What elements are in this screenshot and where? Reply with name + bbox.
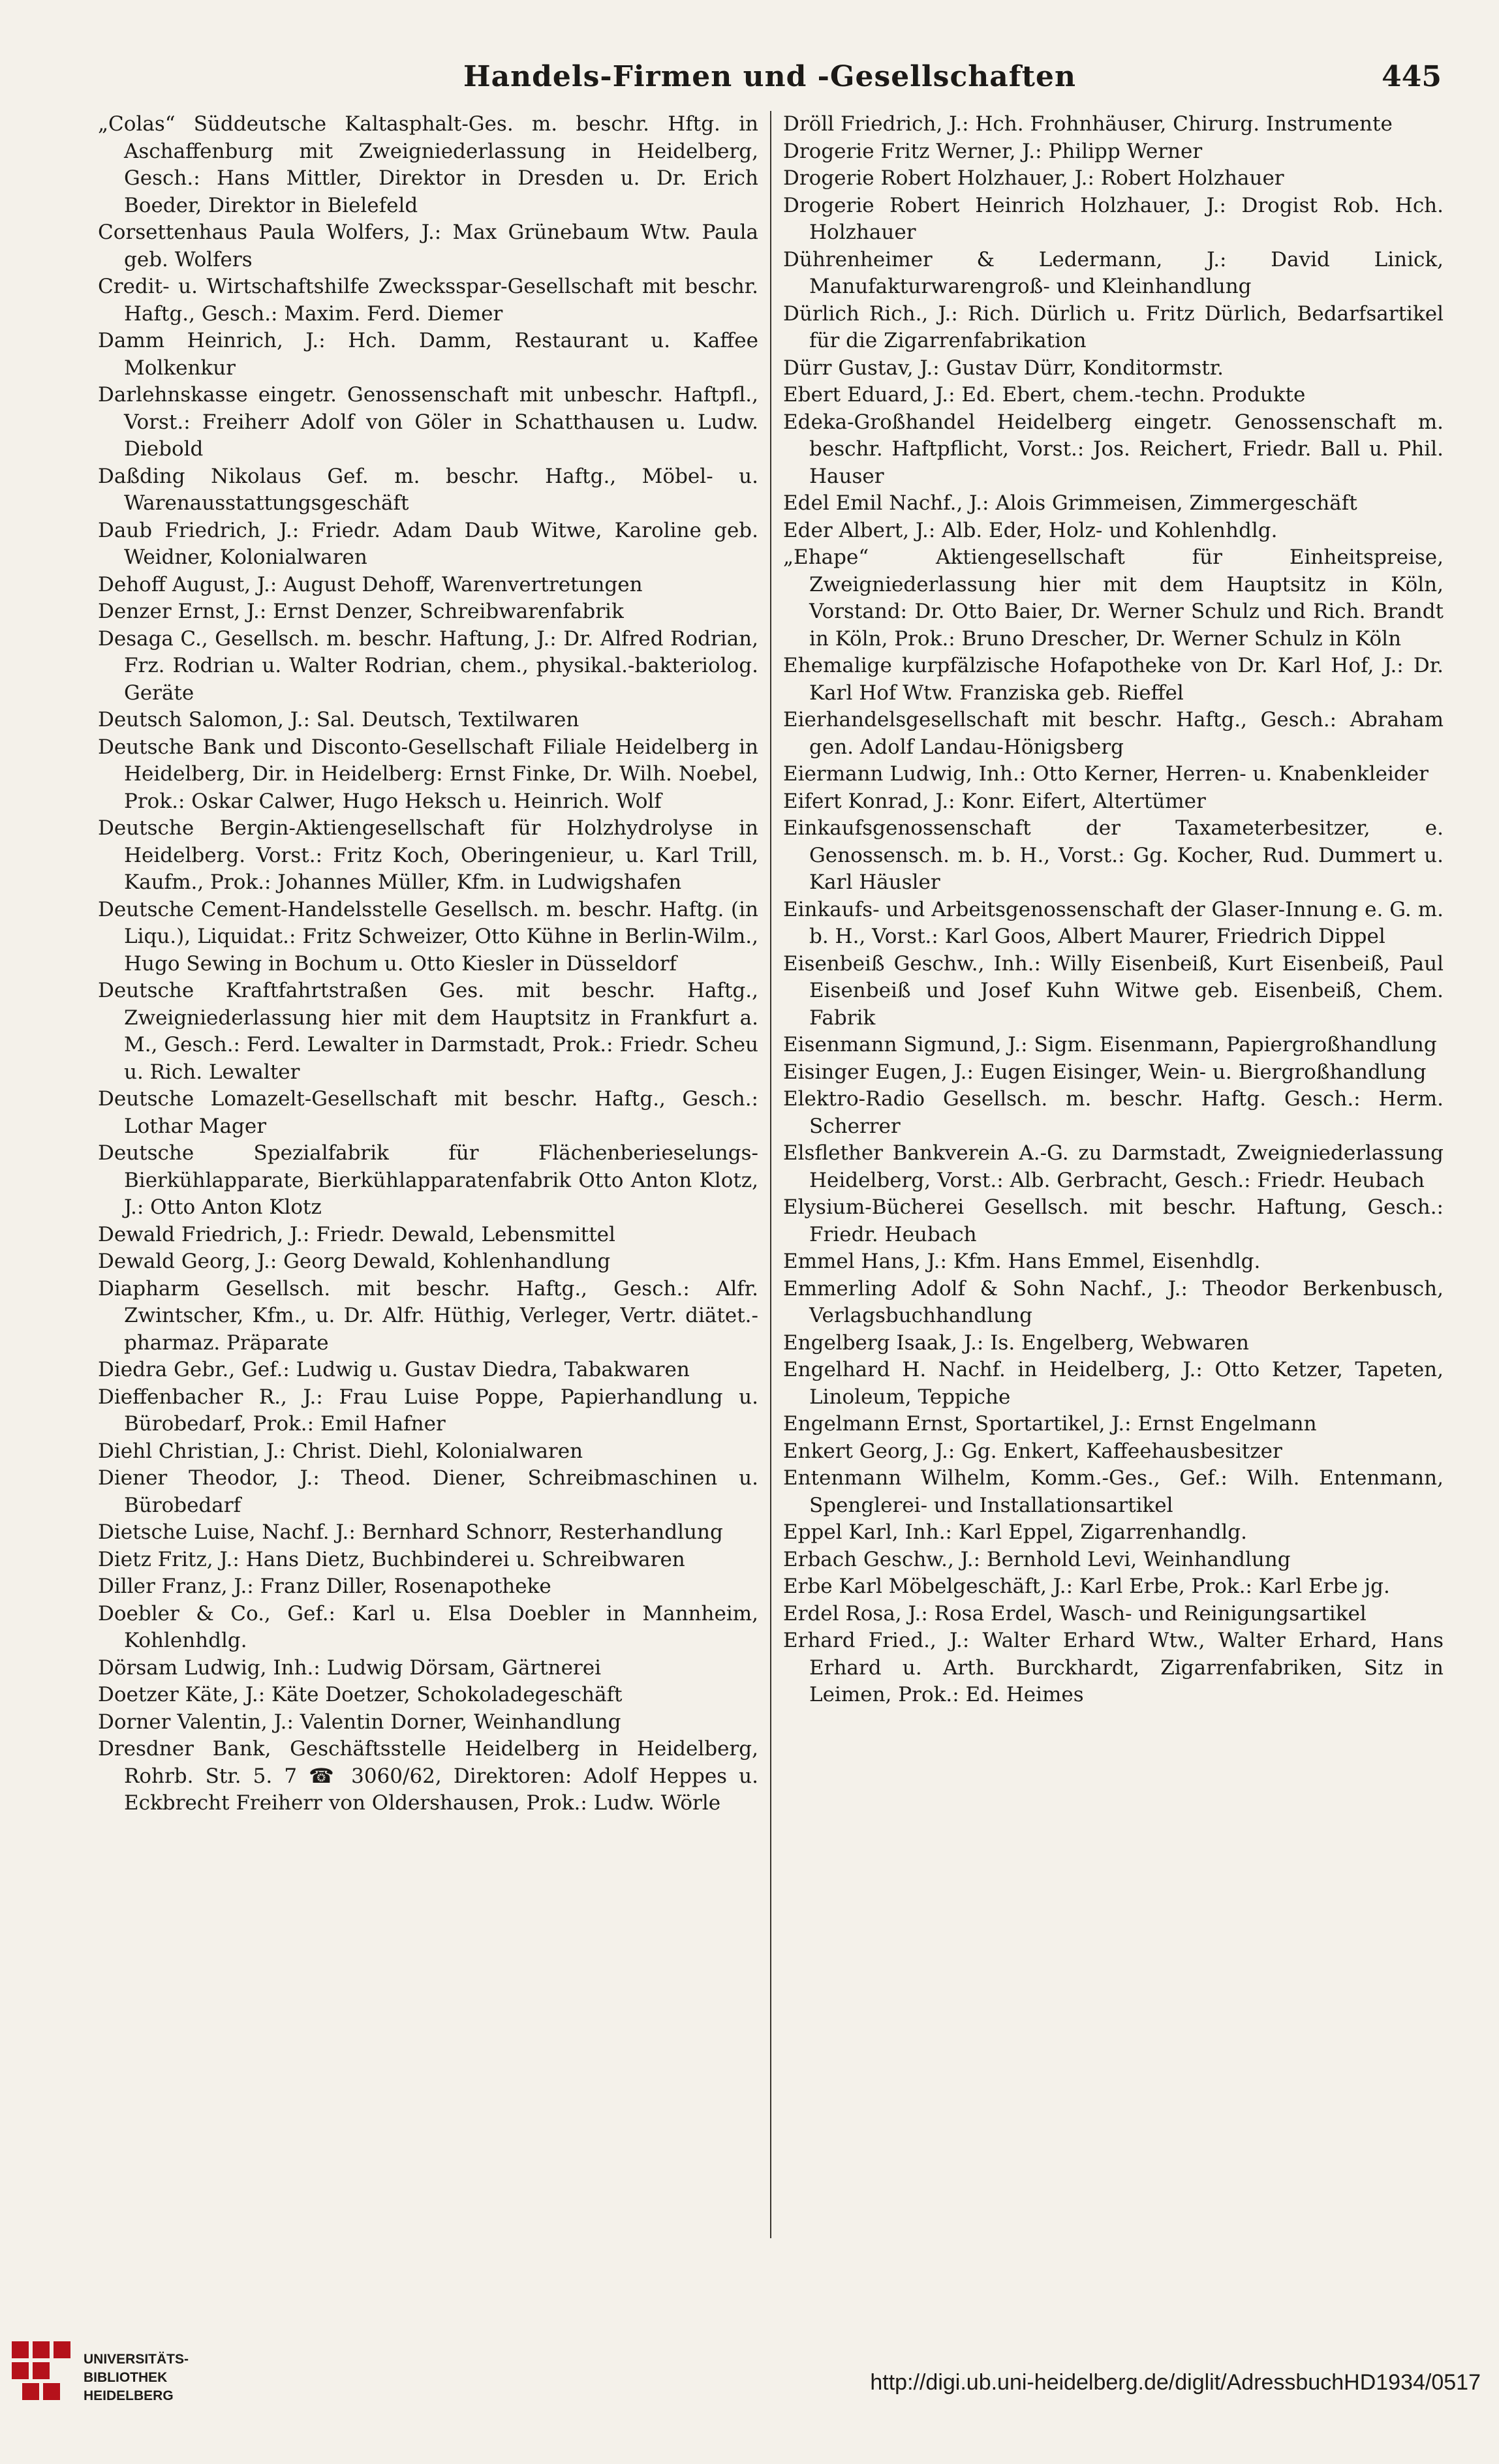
directory-entry: Deutsche Spezialfabrik für Flächenberieselungs-Bierkühlapparate, Bierkühlapparatenfabrik Otto Anton Klotz, J.: Otto Anton Klotz <box>98 1141 758 1219</box>
directory-entry: Deutsche Bank und Disconto-Gesellschaft Filiale Heidelberg in Heidelberg, Dir. in Heidelberg: Ernst Finke, Dr. Wilh. Noebel, Prok.: Oskar Calwer, Hugo Heksch u. Heinrich. Wolf <box>98 735 758 813</box>
directory-entry: Elektro-Radio Gesellsch. m. beschr. Haftg. Gesch.: Herm. Scherrer <box>783 1087 1444 1138</box>
directory-entry: Einkaufsgenossenschaft der Taxameterbesitzer, e. Genossensch. m. b. H., Vorst.: Gg. Kocher, Rud. Dummert u. Karl Häusler <box>783 816 1444 894</box>
directory-entry: Engelberg Isaak, J.: Is. Engelberg, Webwaren <box>783 1331 1249 1355</box>
directory-entry: Emmel Hans, J.: Kfm. Hans Emmel, Eisenhdlg. <box>783 1250 1261 1273</box>
directory-entry: Dürlich Rich., J.: Rich. Dürlich u. Fritz Dürlich, Bedarfsartikel für die Zigarrenfabrikation <box>783 301 1444 352</box>
directory-entry: Doebler & Co., Gef.: Karl u. Elsa Doebler in Mannheim, Kohlenhdlg. <box>98 1601 758 1652</box>
directory-entry: Engelhard H. Nachf. in Heidelberg, J.: Otto Ketzer, Tapeten, Linoleum, Teppiche <box>783 1358 1444 1409</box>
directory-entry: Erhard Fried., J.: Walter Erhard Wtw., Walter Erhard, Hans Erhard u. Arth. Burckhardt, Zigarrenfabriken, Sitz in Leimen, Prok.: Ed. Heimes <box>783 1629 1444 1706</box>
directory-entry: Ehemalige kurpfälzische Hofapotheke von Dr. Karl Hof, J.: Dr. Karl Hof Wtw. Franziska geb. Rieffel <box>783 654 1444 705</box>
directory-entry: Desaga C., Gesellsch. m. beschr. Haftung, J.: Dr. Alfred Rodrian, Frz. Rodrian u. Walter Rodrian, chem., physikal.-bakteriolog. Geräte <box>98 626 758 705</box>
directory-entry: Diedra Gebr., Gef.: Ludwig u. Gustav Diedra, Tabakwaren <box>98 1358 690 1381</box>
directory-entry: Eifert Konrad, J.: Konr. Eifert, Altertümer <box>783 789 1206 813</box>
directory-entry: Eierhandelsgesellschaft mit beschr. Haftg., Gesch.: Abraham gen. Adolf Landau-Hönigsberg <box>783 708 1444 759</box>
directory-entry: Erbe Karl Möbelgeschäft, J.: Karl Erbe, Prok.: Karl Erbe jg. <box>783 1575 1390 1598</box>
library-name-line: HEIDELBERG <box>84 2388 174 2403</box>
directory-columns <box>98 111 1444 2238</box>
directory-entry: Deutsche Kraftfahrtstraßen Ges. mit beschr. Haftg., Zweigniederlassung hier mit dem Hauptsitz in Frankfurt a. M., Gesch.: Ferd. Lewalter in Darmstadt, Prok.: Friedr. Scheu u. Rich. Lewalter <box>98 979 758 1084</box>
directory-entry: „Colas“ Süddeutsche Kaltasphalt-Ges. m. beschr. Hftg. in Aschaffenburg mit Zweigniederlassung in Heidelberg, Gesch.: Hans Mittler, Direktor in Dresden u. Dr. Erich Boeder, Direktor in Bielefeld <box>98 112 758 217</box>
directory-entry: „Ehape“ Aktiengesellschaft für Einheitspreise, Zweigniederlassung hier mit dem Hauptsitz in Köln, Vorstand: Dr. Otto Baier, Dr. Werner Schulz und Rich. Brandt in Köln, Prok.: Bruno Drescher, Dr. Werner Schulz in Köln <box>783 546 1444 651</box>
directory-entry: Corsettenhaus Paula Wolfers, J.: Max Grünebaum Wtw. Paula geb. Wolfers <box>98 221 758 271</box>
directory-entry: Dorner Valentin, J.: Valentin Dorner, Weinhandlung <box>98 1710 621 1734</box>
directory-entry: Dietsche Luise, Nachf. J.: Bernhard Schnorr, Resterhandlung <box>98 1520 723 1544</box>
directory-entry: Dietz Fritz, J.: Hans Dietz, Buchbinderei u. Schreibwaren <box>98 1547 685 1571</box>
directory-entry: Dürr Gustav, J.: Gustav Dürr, Konditormstr. <box>783 356 1224 380</box>
directory-entry: Dührenheimer & Ledermann, J.: David Linick, Manufakturwarengroß- und Kleinhandlung <box>783 247 1444 298</box>
page-number: 445 <box>1382 60 1442 93</box>
page-title: Handels-Firmen und -Gesellschaften <box>463 60 1076 93</box>
directory-entry: Drogerie Robert Holzhauer, J.: Robert Holzhauer <box>783 166 1284 190</box>
directory-entry: Dewald Friedrich, J.: Friedr. Dewald, Lebensmittel <box>98 1222 615 1246</box>
directory-entry: Eisinger Eugen, J.: Eugen Eisinger, Wein- u. Biergroßhandlung <box>783 1060 1427 1084</box>
directory-entry: Diener Theodor, J.: Theod. Diener, Schreibmaschinen u. Bürobedarf <box>98 1466 758 1517</box>
left-column <box>98 111 758 2238</box>
directory-entry: Doetzer Käte, J.: Käte Doetzer, Schokoladegeschäft <box>98 1683 623 1706</box>
directory-entry: Eiermann Ludwig, Inh.: Otto Kerner, Herren- u. Knabenkleider <box>783 762 1429 786</box>
directory-entry: Deutsche Cement-Handelsstelle Gesellsch. m. beschr. Haftg. (in Liqu.), Liquidat.: Fritz Schweizer, Otto Kühne in Berlin-Wilm., Hugo Sewing in Bochum u. Otto Kiesler in Düsseldorf <box>98 897 758 976</box>
directory-entry: Dröll Friedrich, J.: Hch. Frohnhäuser, Chirurg. Instrumente <box>783 112 1393 136</box>
directory-entry: Darlehnskasse eingetr. Genossenschaft mit unbeschr. Haftpfl., Vorst.: Freiherr Adolf von Göler in Schatthausen u. Ludw. Diebold <box>98 383 758 461</box>
library-logo-icon <box>12 2341 70 2413</box>
directory-entry: Einkaufs- und Arbeitsgenossenschaft der Glaser-Innung e. G. m. b. H., Vorst.: Karl Goos, Albert Maurer, Friedrich Dippel <box>783 897 1444 948</box>
directory-entry: Erdel Rosa, J.: Rosa Erdel, Wasch- und Reinigungsartikel <box>783 1601 1367 1625</box>
directory-entry: Dewald Georg, J.: Georg Dewald, Kohlenhandlung <box>98 1250 611 1273</box>
directory-entry: Credit- u. Wirtschaftshilfe Zwecksspar-Gesellschaft mit beschr. Haftg., Gesch.: Maxim. Ferd. Diemer <box>98 275 758 326</box>
directory-entry: Daßding Nikolaus Gef. m. beschr. Haftg., Möbel- u. Warenausstattungsgeschäft <box>98 464 758 515</box>
directory-entry: Drogerie Fritz Werner, J.: Philipp Werner <box>783 139 1203 163</box>
library-name-line: BIBLIOTHEK <box>84 2370 168 2385</box>
directory-entry: Ebert Eduard, J.: Ed. Ebert, chem.-techn. Produkte <box>783 383 1306 407</box>
directory-entry: Eisenmann Sigmund, J.: Sigm. Eisenmann, Papiergroßhandlung <box>783 1033 1437 1056</box>
directory-entry: Diehl Christian, J.: Christ. Diehl, Kolonialwaren <box>98 1439 583 1463</box>
directory-entry: Edeka-Großhandel Heidelberg eingetr. Genossenschaft m. beschr. Haftpflicht, Vorst.: Jos. Reichert, Friedr. Ball u. Phil. Hauser <box>783 410 1444 488</box>
directory-entry: Emmerling Adolf & Sohn Nachf., J.: Theodor Berkenbusch, Verlagsbuchhandlung <box>783 1276 1444 1327</box>
directory-entry: Eisenbeiß Geschw., Inh.: Willy Eisenbeiß, Kurt Eisenbeiß, Paul Eisenbeiß und Josef Kuhn Witwe geb. Eisenbeiß, Chem. Fabrik <box>783 951 1444 1030</box>
directory-entry: Deutsch Salomon, J.: Sal. Deutsch, Textilwaren <box>98 708 580 732</box>
library-name <box>84 2350 227 2405</box>
directory-entry: Erbach Geschw., J.: Bernhold Levi, Weinhandlung <box>783 1547 1291 1571</box>
directory-entry: Entenmann Wilhelm, Komm.-Ges., Gef.: Wilh. Entenmann, Spenglerei- und Installationsartikel <box>783 1466 1444 1517</box>
page-header <box>98 60 1442 106</box>
library-name-line: UNIVERSITÄTS- <box>84 2352 189 2367</box>
directory-entry: Drogerie Robert Heinrich Holzhauer, J.: Drogist Rob. Hch. Holzhauer <box>783 193 1444 244</box>
directory-entry: Denzer Ernst, J.: Ernst Denzer, Schreibwarenfabrik <box>98 600 624 623</box>
directory-entry: Dehoff August, J.: August Dehoff, Warenvertretungen <box>98 572 643 596</box>
right-column <box>783 111 1444 2238</box>
directory-entry: Damm Heinrich, J.: Hch. Damm, Restaurant u. Kaffee Molkenkur <box>98 329 758 380</box>
source-url-link[interactable]: http://digi.ub.uni-heidelberg.de/diglit/AdressbuchHD1934/0517 <box>870 2370 1481 2395</box>
directory-entry: Deutsche Lomazelt-Gesellschaft mit beschr. Haftg., Gesch.: Lothar Mager <box>98 1087 758 1138</box>
directory-entry: Elysium-Bücherei Gesellsch. mit beschr. Haftung, Gesch.: Friedr. Heubach <box>783 1195 1444 1246</box>
directory-entry: Engelmann Ernst, Sportartikel, J.: Ernst Engelmann <box>783 1412 1317 1436</box>
directory-entry: Enkert Georg, J.: Gg. Enkert, Kaffeehausbesitzer <box>783 1439 1282 1463</box>
directory-entry: Dörsam Ludwig, Inh.: Ludwig Dörsam, Gärtnerei <box>98 1656 601 1680</box>
directory-entry: Eder Albert, J.: Alb. Eder, Holz- und Kohlenhdlg. <box>783 518 1278 542</box>
directory-entry: Diller Franz, J.: Franz Diller, Rosenapotheke <box>98 1575 551 1598</box>
directory-entry: Eppel Karl, Inh.: Karl Eppel, Zigarrenhandlg. <box>783 1520 1247 1544</box>
directory-entry: Deutsche Bergin-Aktiengesellschaft für Holzhydrolyse in Heidelberg. Vorst.: Fritz Koch, Oberingenieur, u. Karl Trill, Kaufm., Prok.: Johannes Müller, Kfm. in Ludwigshafen <box>98 816 758 894</box>
directory-entry: Daub Friedrich, J.: Friedr. Adam Daub Witwe, Karoline geb. Weidner, Kolonialwaren <box>98 518 758 569</box>
column-divider <box>770 111 771 2238</box>
directory-entry: Edel Emil Nachf., J.: Alois Grimmeisen, Zimmergeschäft <box>783 491 1357 515</box>
directory-entry: Dresdner Bank, Geschäftsstelle Heidelberg in Heidelberg, Rohrb. Str. 5. 7 ☎ 3060/62, Direktoren: Adolf Heppes u. Eckbrecht Freiherr von Oldershausen, Prok.: Ludw. Wörle <box>98 1737 758 1815</box>
directory-entry: Elsflether Bankverein A.-G. zu Darmstadt, Zweigniederlassung Heidelberg, Vorst.: Alb. Gerbracht, Gesch.: Friedr. Heubach <box>783 1141 1444 1192</box>
directory-entry: Diapharm Gesellsch. mit beschr. Haftg., Gesch.: Alfr. Zwintscher, Kfm., u. Dr. Alfr. Hüthig, Verleger, Vertr. diätet.-pharmaz. Präparate <box>98 1276 758 1355</box>
directory-entry: Dieffenbacher R., J.: Frau Luise Poppe, Papierhandlung u. Bürobedarf, Prok.: Emil Hafner <box>98 1385 758 1436</box>
library-logo[interactable] <box>12 2335 208 2433</box>
